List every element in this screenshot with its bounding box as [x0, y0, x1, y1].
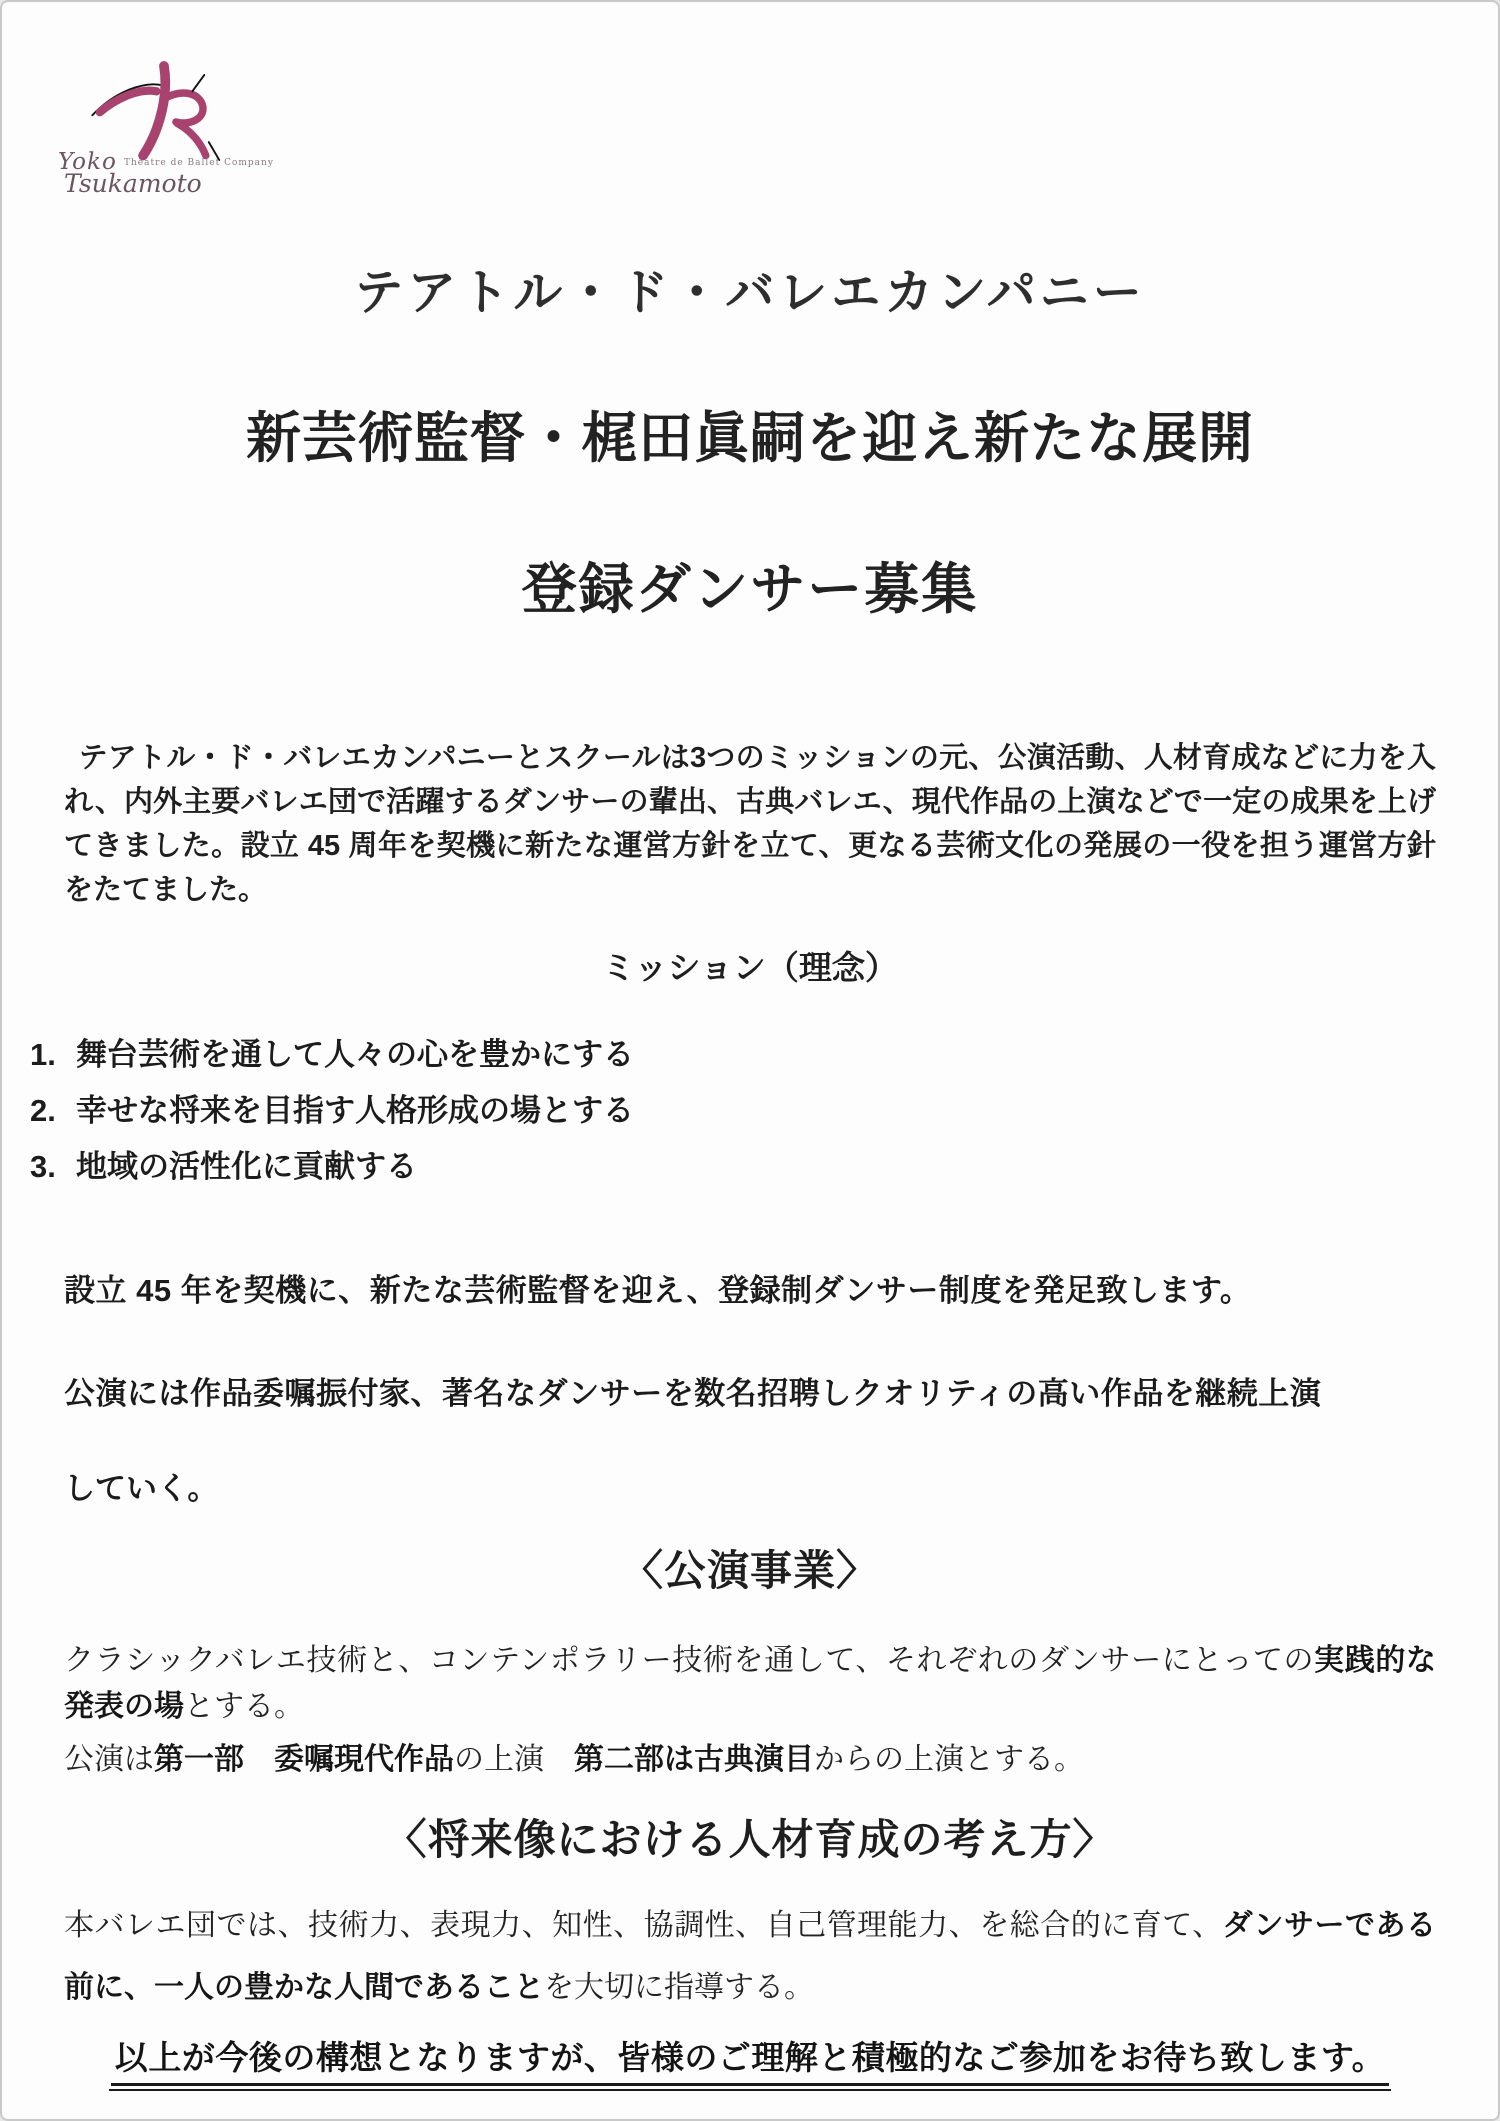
- mission-item-label: 地域の活性化に貢献する: [76, 1148, 417, 1184]
- performance-heading: 〈公演事業〉: [620, 1546, 879, 1594]
- page-subtitle: 新芸術監督・梶田眞嗣を迎え新たな展開: [245, 407, 1254, 469]
- performance-paragraph-2: 公演は第一部 委嘱現代作品の上演 第二部は古典演目からの上演とする。: [64, 1742, 1084, 1776]
- mission-item-number: 3.: [30, 1148, 56, 1184]
- announcement-line-2: 公演には作品委嘱振付家、著名なダンサーを数名招聘しクオリティの高い作品を継続上演: [64, 1375, 1322, 1411]
- logo-name-first: Yoko: [58, 149, 117, 175]
- development-heading: 〈将来像における人材育成の考え方〉: [384, 1816, 1116, 1864]
- logo-name-last: Tsukamoto: [64, 168, 202, 198]
- mission-item-number: 1.: [30, 1037, 56, 1073]
- mission-item-label: 幸せな将来を目指す人格形成の場とする: [76, 1093, 634, 1129]
- mission-list: [30, 1027, 1436, 1194]
- mission-item: [30, 1027, 1436, 1083]
- mission-item: [30, 1139, 1436, 1195]
- performance-paragraph-1: クラシックバレエ技術と、コンテンポラリー技術を通して、それぞれのダンサーにとっての実践的な発表の場とする。: [64, 1643, 1436, 1724]
- mission-item: [30, 1083, 1436, 1139]
- announcement-line-1: 設立 45 年を契機に、新たな芸術監督を迎え、登録制ダンサー制度を発足致します。: [64, 1272, 1252, 1308]
- announcement-line-3: していく。: [64, 1470, 219, 1506]
- recruit-heading: 登録ダンサー募集: [521, 558, 979, 620]
- intro-paragraph: テアトル・ド・バレエカンパニーとスクールは3つのミッションの元、公演活動、人材育成などに力を入れ、内外主要バレエ団で活躍するダンサーの輩出、古典バレエ、現代作品の上演などで一定の成果を上げてきました。設立 45 周年を契機に新たな運営方針を立て、更なる芸術文化の発展の一役を担う運営方針をたてました。: [64, 742, 1436, 907]
- development-paragraph: 本バレエ団では、技術力、表現力、知性、協調性、自己管理能力、を総合的に育て、ダンサーである前に、一人の豊かな人間であることを大切に指導する。: [64, 1909, 1436, 2004]
- mission-heading: ミッション（理念）: [602, 949, 898, 987]
- closing-statement: 以上が今後の構想となりますが、皆様のご理解と積極的なご参加をお待ち致します。: [111, 2032, 1389, 2086]
- company-logo: [58, 54, 298, 206]
- mission-item-number: 2.: [30, 1093, 56, 1129]
- logo-tagline: Theatre de Ballet Company: [124, 158, 274, 168]
- closing-row: [64, 2032, 1436, 2086]
- page-title: テアトル・ド・バレエカンパニー: [354, 266, 1146, 320]
- mission-item-label: 舞台芸術を通して人々の心を豊かにする: [76, 1037, 634, 1073]
